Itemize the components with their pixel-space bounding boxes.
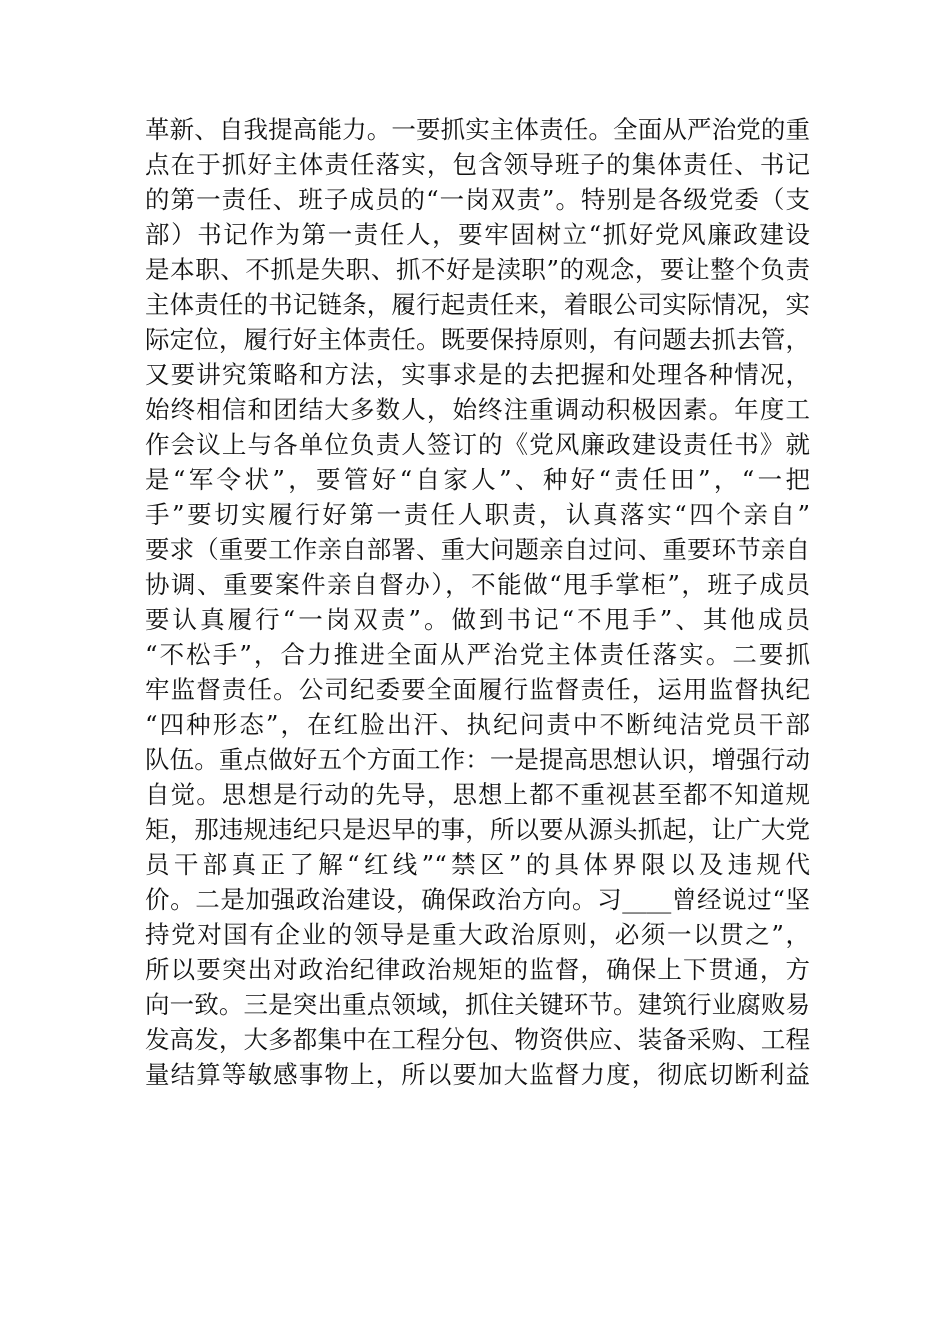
text-line: 所以要突出对政治纪律政治规矩的监督，确保上下贯通，方: [145, 955, 810, 984]
text-line: 队伍。重点做好五个方面工作：一是提高思想认识，增强行动: [145, 745, 810, 774]
text-line: 向一致。三是突出重点领域，抓住关键环节。建筑行业腐败易: [145, 990, 810, 1019]
text-line: 员干部真正了解“红线”“禁区”的具体界限以及违规代: [145, 850, 810, 879]
text-line: “四种形态”，在红脸出汗、执纪问责中不断纯洁党员干部: [145, 710, 810, 739]
text-line: 际定位，履行好主体责任。既要保持原则，有问题去抓去管，: [145, 325, 810, 354]
text-line: 又要讲究策略和方法，实事求是的去把握和处理各种情况，: [145, 360, 810, 389]
text-line: 量结算等敏感事物上，所以要加大监督力度，彻底切断利益: [145, 1060, 810, 1089]
text-line: 发高发，大多都集中在工程分包、物资供应、装备采购、工程: [145, 1025, 810, 1054]
text-line: 要认真履行“一岗双责”。做到书记“不甩手”、其他成员: [145, 605, 810, 634]
text-line: 价。二是加强政治建设，确保政治方向。习____曾经说过“坚: [145, 885, 810, 914]
body-text: [145, 112, 810, 1092]
text-line: 革新、自我提高能力。一要抓实主体责任。全面从严治党的重: [145, 115, 810, 144]
text-line: 牢监督责任。公司纪委要全面履行监督责任，运用监督执纪: [145, 675, 810, 704]
text-line: 点在于抓好主体责任落实，包含领导班子的集体责任、书记: [145, 150, 810, 179]
text-line: 主体责任的书记链条，履行起责任来，着眼公司实际情况，实: [145, 290, 810, 319]
text-line: 手”要切实履行好第一责任人职责，认真落实“四个亲自”: [145, 500, 810, 529]
text-line: 的第一责任、班子成员的“一岗双责”。特别是各级党委（支: [145, 185, 810, 214]
text-line: 自觉。思想是行动的先导，思想上都不重视甚至都不知道规: [145, 780, 810, 809]
text-line: 持党对国有企业的领导是重大政治原则，必须一以贯之”，: [145, 920, 810, 949]
text-line: 协调、重要案件亲自督办），不能做“甩手掌柜”，班子成员: [145, 570, 810, 599]
text-line: 始终相信和团结大多数人，始终注重调动积极因素。年度工: [145, 395, 810, 424]
text-line: 是“军令状”，要管好“自家人”、种好“责任田”，“一把: [145, 465, 810, 494]
text-line: 是本职、不抓是失职、抓不好是渎职”的观念，要让整个负责: [145, 255, 810, 284]
text-line: “不松手”，合力推进全面从严治党主体责任落实。二要抓: [145, 640, 810, 669]
text-line: 矩，那违规违纪只是迟早的事，所以要从源头抓起，让广大党: [145, 815, 810, 844]
text-line: 要求（重要工作亲自部署、重大问题亲自过问、重要环节亲自: [145, 535, 810, 564]
text-line: 部）书记作为第一责任人，要牢固树立“抓好党风廉政建设: [145, 220, 810, 249]
text-line: 作会议上与各单位负责人签订的《党风廉政建设责任书》就: [145, 430, 810, 459]
